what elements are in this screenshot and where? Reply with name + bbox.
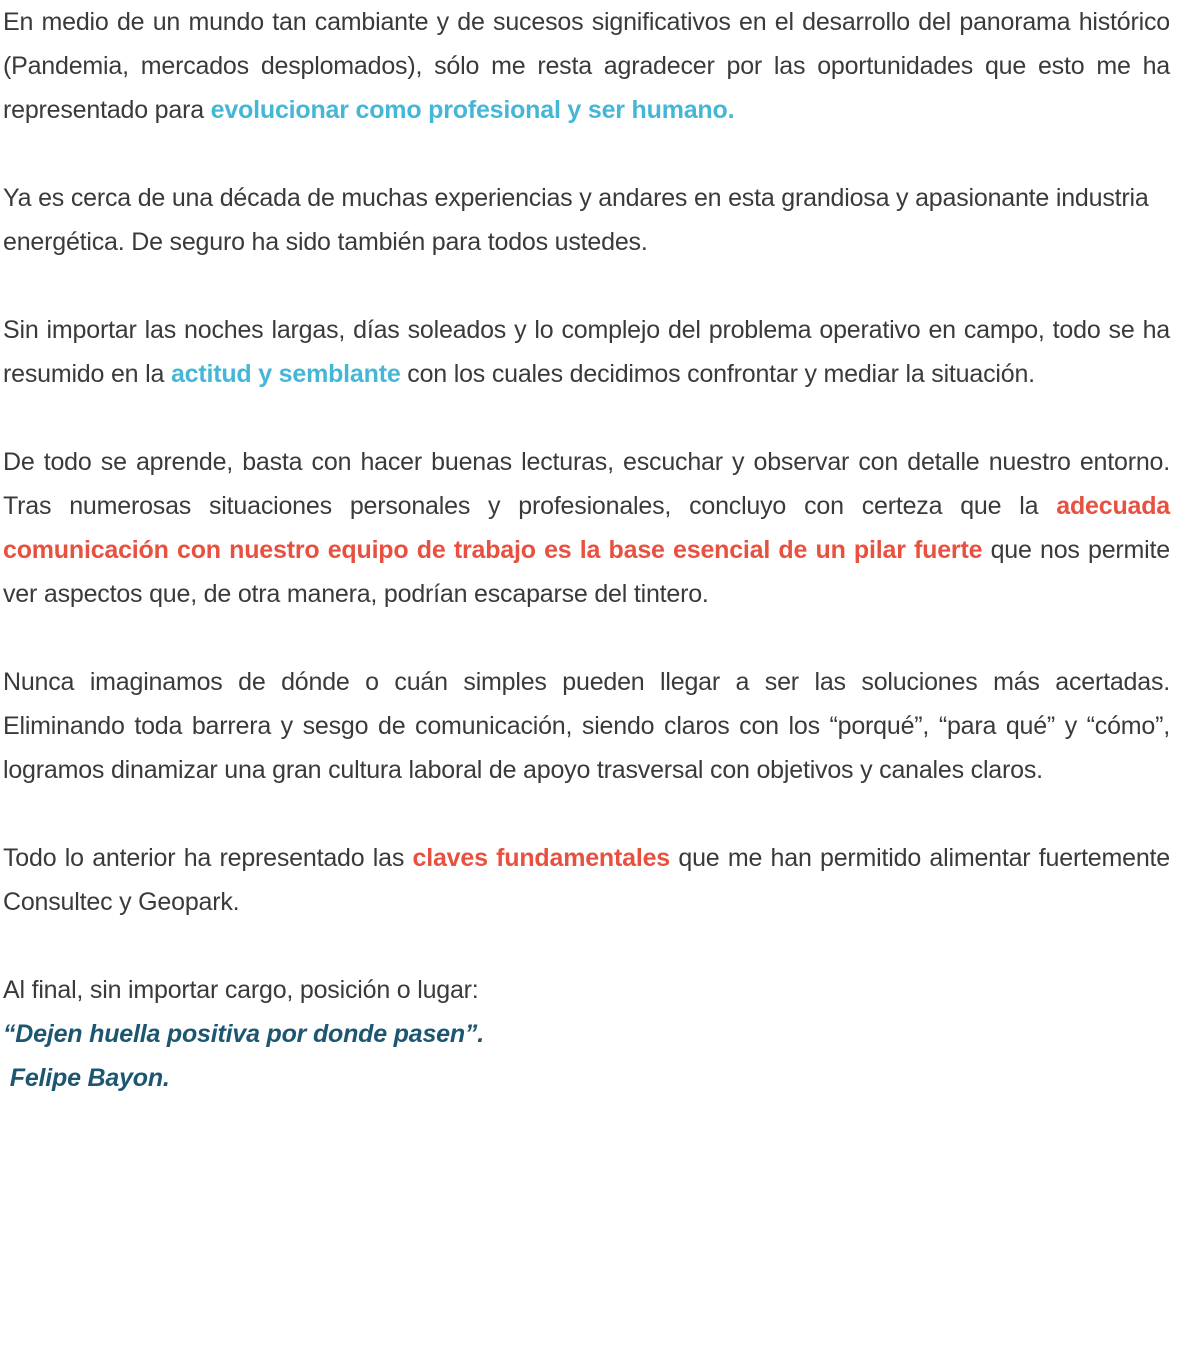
paragraph-text: Sin importar las noches largas, días soleados y lo complejo del problema operativo en campo, todo se ha resumido en la <box>3 316 1170 388</box>
paragraph-4 <box>3 440 1170 616</box>
paragraph-2 <box>3 176 1170 264</box>
paragraph-5 <box>3 660 1170 792</box>
highlight-evolucionar: evolucionar como profesional y ser humano. <box>210 96 735 124</box>
paragraph-1 <box>3 0 1170 132</box>
paragraph-text: Ya es cerca de una década de muchas experiencias y andares en esta grandiosa y apasionante industria energética. De seguro ha sido también para todos ustedes. <box>3 184 1149 256</box>
paragraph-text: que me han permitido alimentar fuertemente Consultec y Geopark. <box>3 844 1170 916</box>
paragraph-text: Nunca imaginamos de dónde o cuán simples pueden llegar a ser las soluciones más acertadas. Eliminando toda barrera y sesgo de comunicación, siendo claros con los “porqué”, “para qué” y “cómo”, logramos dinamizar una gran cultura laboral de apoyo trasversal con objetivos y canales claros. <box>3 668 1170 784</box>
highlight-comunicacion: adecuada comunicación con nuestro equipo de trabajo es la base esencial de un pilar fuerte <box>3 492 1170 564</box>
paragraph-3 <box>3 308 1170 396</box>
closing-block <box>3 968 1170 1100</box>
paragraph-text: De todo se aprende, basta con hacer buenas lecturas, escuchar y observar con detalle nuestro entorno. Tras numerosas situaciones personales y profesionales, concluyo con certeza que la <box>3 448 1170 520</box>
highlight-actitud: actitud y semblante <box>170 360 401 388</box>
paragraph-6 <box>3 836 1170 924</box>
paragraph-text: que nos permite ver aspectos que, de otra manera, podrían escaparse del tintero. <box>3 536 1170 608</box>
paragraph-text: Todo lo anterior ha representado las <box>3 844 413 872</box>
article-body <box>3 0 1170 1100</box>
quote-author: Felipe Bayon. <box>3 1064 170 1092</box>
closing-intro: Al final, sin importar cargo, posición o lugar: <box>3 976 479 1004</box>
highlight-claves: claves fundamentales <box>412 844 670 872</box>
paragraph-text: En medio de un mundo tan cambiante y de sucesos significativos en el desarrollo del panorama histórico (Pandemia, mercados desplomados), sólo me resta agradecer por las oportunidades que esto me ha representado para <box>3 8 1170 124</box>
closing-quote: “Dejen huella positiva por donde pasen”. <box>3 1020 484 1048</box>
paragraph-text: con los cuales decidimos confrontar y mediar la situación. <box>400 360 1035 388</box>
